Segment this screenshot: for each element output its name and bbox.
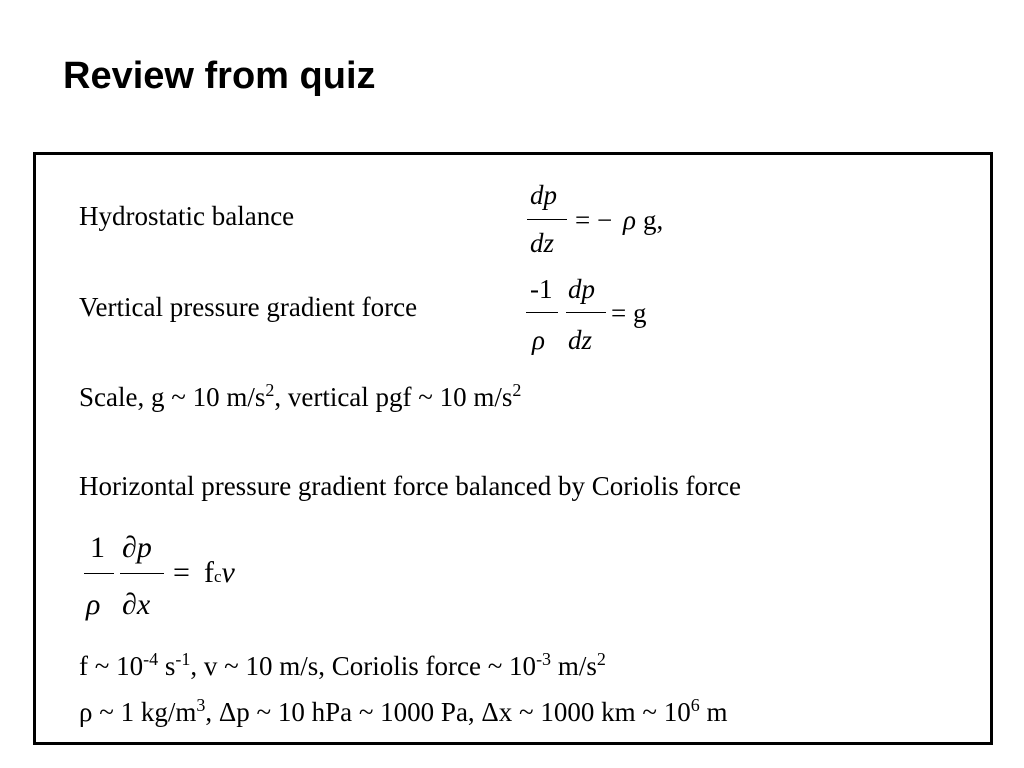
rho-line bbox=[79, 696, 728, 728]
geo-numerator-2: ∂p bbox=[122, 531, 152, 564]
f-line-d: m/s bbox=[551, 651, 597, 681]
f-line bbox=[79, 650, 606, 682]
scale-text: Scale, g ~ 10 m/s bbox=[79, 382, 266, 412]
hydrostatic-label: Hydrostatic balance bbox=[79, 201, 295, 231]
geo-v: v bbox=[221, 556, 235, 589]
hydrostatic-rho: ρ bbox=[623, 205, 636, 235]
rho-line-b: , Δp ~ 10 hPa ~ 1000 Pa, Δx ~ 1000 km ~ 10 bbox=[205, 697, 691, 727]
hydrostatic-denominator: dz bbox=[530, 228, 555, 258]
geo-fraction-bar-1 bbox=[84, 573, 114, 574]
geo-numerator-1: 1 bbox=[90, 531, 105, 564]
geo-denominator-2: ∂x bbox=[122, 588, 151, 621]
f-line-a-exp: -4 bbox=[143, 649, 159, 669]
hydrostatic-g: g, bbox=[643, 205, 664, 235]
vpgf-fraction-bar-2 bbox=[566, 312, 606, 313]
scale-mid: , vertical pgf ~ 10 m/s bbox=[274, 382, 513, 412]
geo-denominator-1: ρ bbox=[86, 588, 101, 621]
rho-line-a: ρ ~ 1 kg/m bbox=[79, 697, 197, 727]
vpgf-fraction-bar-1 bbox=[526, 312, 558, 313]
vpgf-denominator-1: ρ bbox=[532, 325, 545, 355]
scale-exp: 2 bbox=[265, 380, 275, 400]
vpgf-numerator-1: -1 bbox=[530, 274, 553, 304]
f-line-b-exp: -1 bbox=[175, 649, 191, 669]
rho-line-a-exp: 3 bbox=[196, 695, 206, 715]
hydrostatic-equals-minus: = − bbox=[575, 205, 613, 235]
f-line-c-exp: -3 bbox=[536, 649, 552, 669]
f-line-a: f ~ 10 bbox=[79, 651, 144, 681]
geo-f bbox=[204, 558, 235, 592]
vpgf-denominator-2: dz bbox=[568, 325, 593, 355]
hydrostatic-numerator: dp bbox=[530, 180, 557, 210]
rho-line-b-exp: 6 bbox=[690, 695, 700, 715]
vpgf-numerator-2: dp bbox=[568, 274, 595, 304]
hydrostatic-fraction-bar bbox=[527, 219, 567, 220]
f-line-b: s bbox=[158, 651, 176, 681]
f-line-d-exp: 2 bbox=[596, 649, 606, 669]
slide-title: Review from quiz bbox=[63, 55, 376, 97]
f-line-c: , v ~ 10 m/s, Coriolis force ~ 10 bbox=[190, 651, 537, 681]
scale-line bbox=[79, 381, 521, 413]
geo-f-letter: f bbox=[204, 556, 214, 589]
vpgf-label: Vertical pressure gradient force bbox=[79, 292, 418, 322]
rho-line-c: m bbox=[699, 697, 728, 727]
vpgf-rhs: = g bbox=[611, 298, 647, 328]
geo-fraction-bar-2 bbox=[120, 573, 164, 574]
horizontal-label: Horizontal pressure gradient force balanced by Coriolis force bbox=[79, 471, 741, 501]
geo-subscript-c: c bbox=[214, 567, 222, 586]
geo-equals: = bbox=[173, 556, 190, 589]
scale-exp2: 2 bbox=[512, 380, 522, 400]
